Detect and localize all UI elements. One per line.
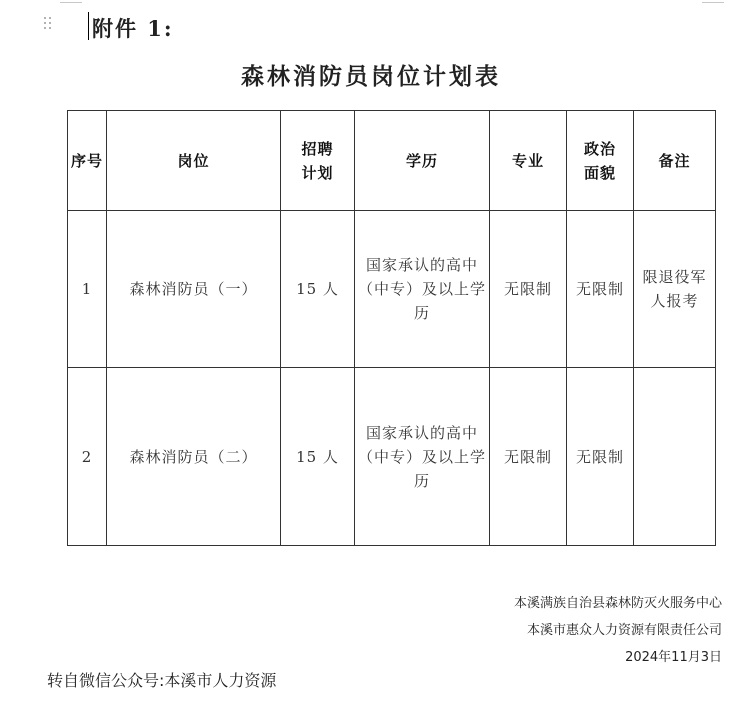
header-plan-line2: 计划 bbox=[301, 163, 334, 182]
footer-org-1[interactable]: 本溪满族自治县森林防灭火服务中心 bbox=[513, 596, 722, 611]
table-row bbox=[68, 211, 716, 368]
page-corner-mark-right bbox=[702, 0, 724, 3]
cell-remarks[interactable] bbox=[634, 368, 716, 546]
cell-political[interactable]: 无限制 bbox=[567, 368, 634, 546]
table-header-row bbox=[68, 111, 716, 211]
cell-major[interactable]: 无限制 bbox=[490, 211, 567, 368]
header-political-line2: 面貌 bbox=[583, 163, 616, 182]
table-row bbox=[68, 368, 716, 546]
cell-seq[interactable]: 2 bbox=[68, 368, 107, 546]
header-education[interactable]: 学历 bbox=[355, 111, 490, 211]
cell-plan[interactable]: 15 人 bbox=[281, 368, 355, 546]
header-plan[interactable] bbox=[281, 111, 355, 211]
cell-major[interactable]: 无限制 bbox=[490, 368, 567, 546]
position-plan-table[interactable] bbox=[67, 110, 716, 546]
drag-handle-icon[interactable] bbox=[44, 17, 54, 31]
header-plan-line1: 招聘 bbox=[301, 139, 334, 158]
header-major[interactable]: 专业 bbox=[490, 111, 567, 211]
cell-education[interactable]: 国家承认的高中（中专）及以上学历 bbox=[355, 368, 490, 546]
attachment-label[interactable]: 附件 1: bbox=[92, 16, 174, 41]
header-seq[interactable]: 序号 bbox=[68, 111, 107, 211]
page-corner-mark-left bbox=[60, 0, 82, 3]
header-political-line1: 政治 bbox=[583, 139, 616, 158]
header-political[interactable] bbox=[567, 111, 634, 211]
cell-education[interactable]: 国家承认的高中（中专）及以上学历 bbox=[355, 211, 490, 368]
header-post[interactable]: 岗位 bbox=[107, 111, 281, 211]
cell-post[interactable]: 森林消防员（一） bbox=[107, 211, 281, 368]
cell-political[interactable]: 无限制 bbox=[567, 211, 634, 368]
footer-date[interactable]: 2024年11月3日 bbox=[625, 650, 722, 665]
footer-org-2[interactable]: 本溪市惠众人力资源有限责任公司 bbox=[526, 623, 722, 638]
cell-post[interactable]: 森林消防员（二） bbox=[107, 368, 281, 546]
cell-plan[interactable]: 15 人 bbox=[281, 211, 355, 368]
document-title[interactable]: 森林消防员岗位计划表 bbox=[241, 63, 501, 90]
text-cursor bbox=[88, 12, 89, 40]
header-remarks[interactable]: 备注 bbox=[634, 111, 716, 211]
cell-seq[interactable]: 1 bbox=[68, 211, 107, 368]
cell-remarks[interactable]: 限退役军人报考 bbox=[634, 211, 716, 368]
source-note[interactable]: 转自微信公众号:本溪市人力资源 bbox=[47, 671, 277, 690]
